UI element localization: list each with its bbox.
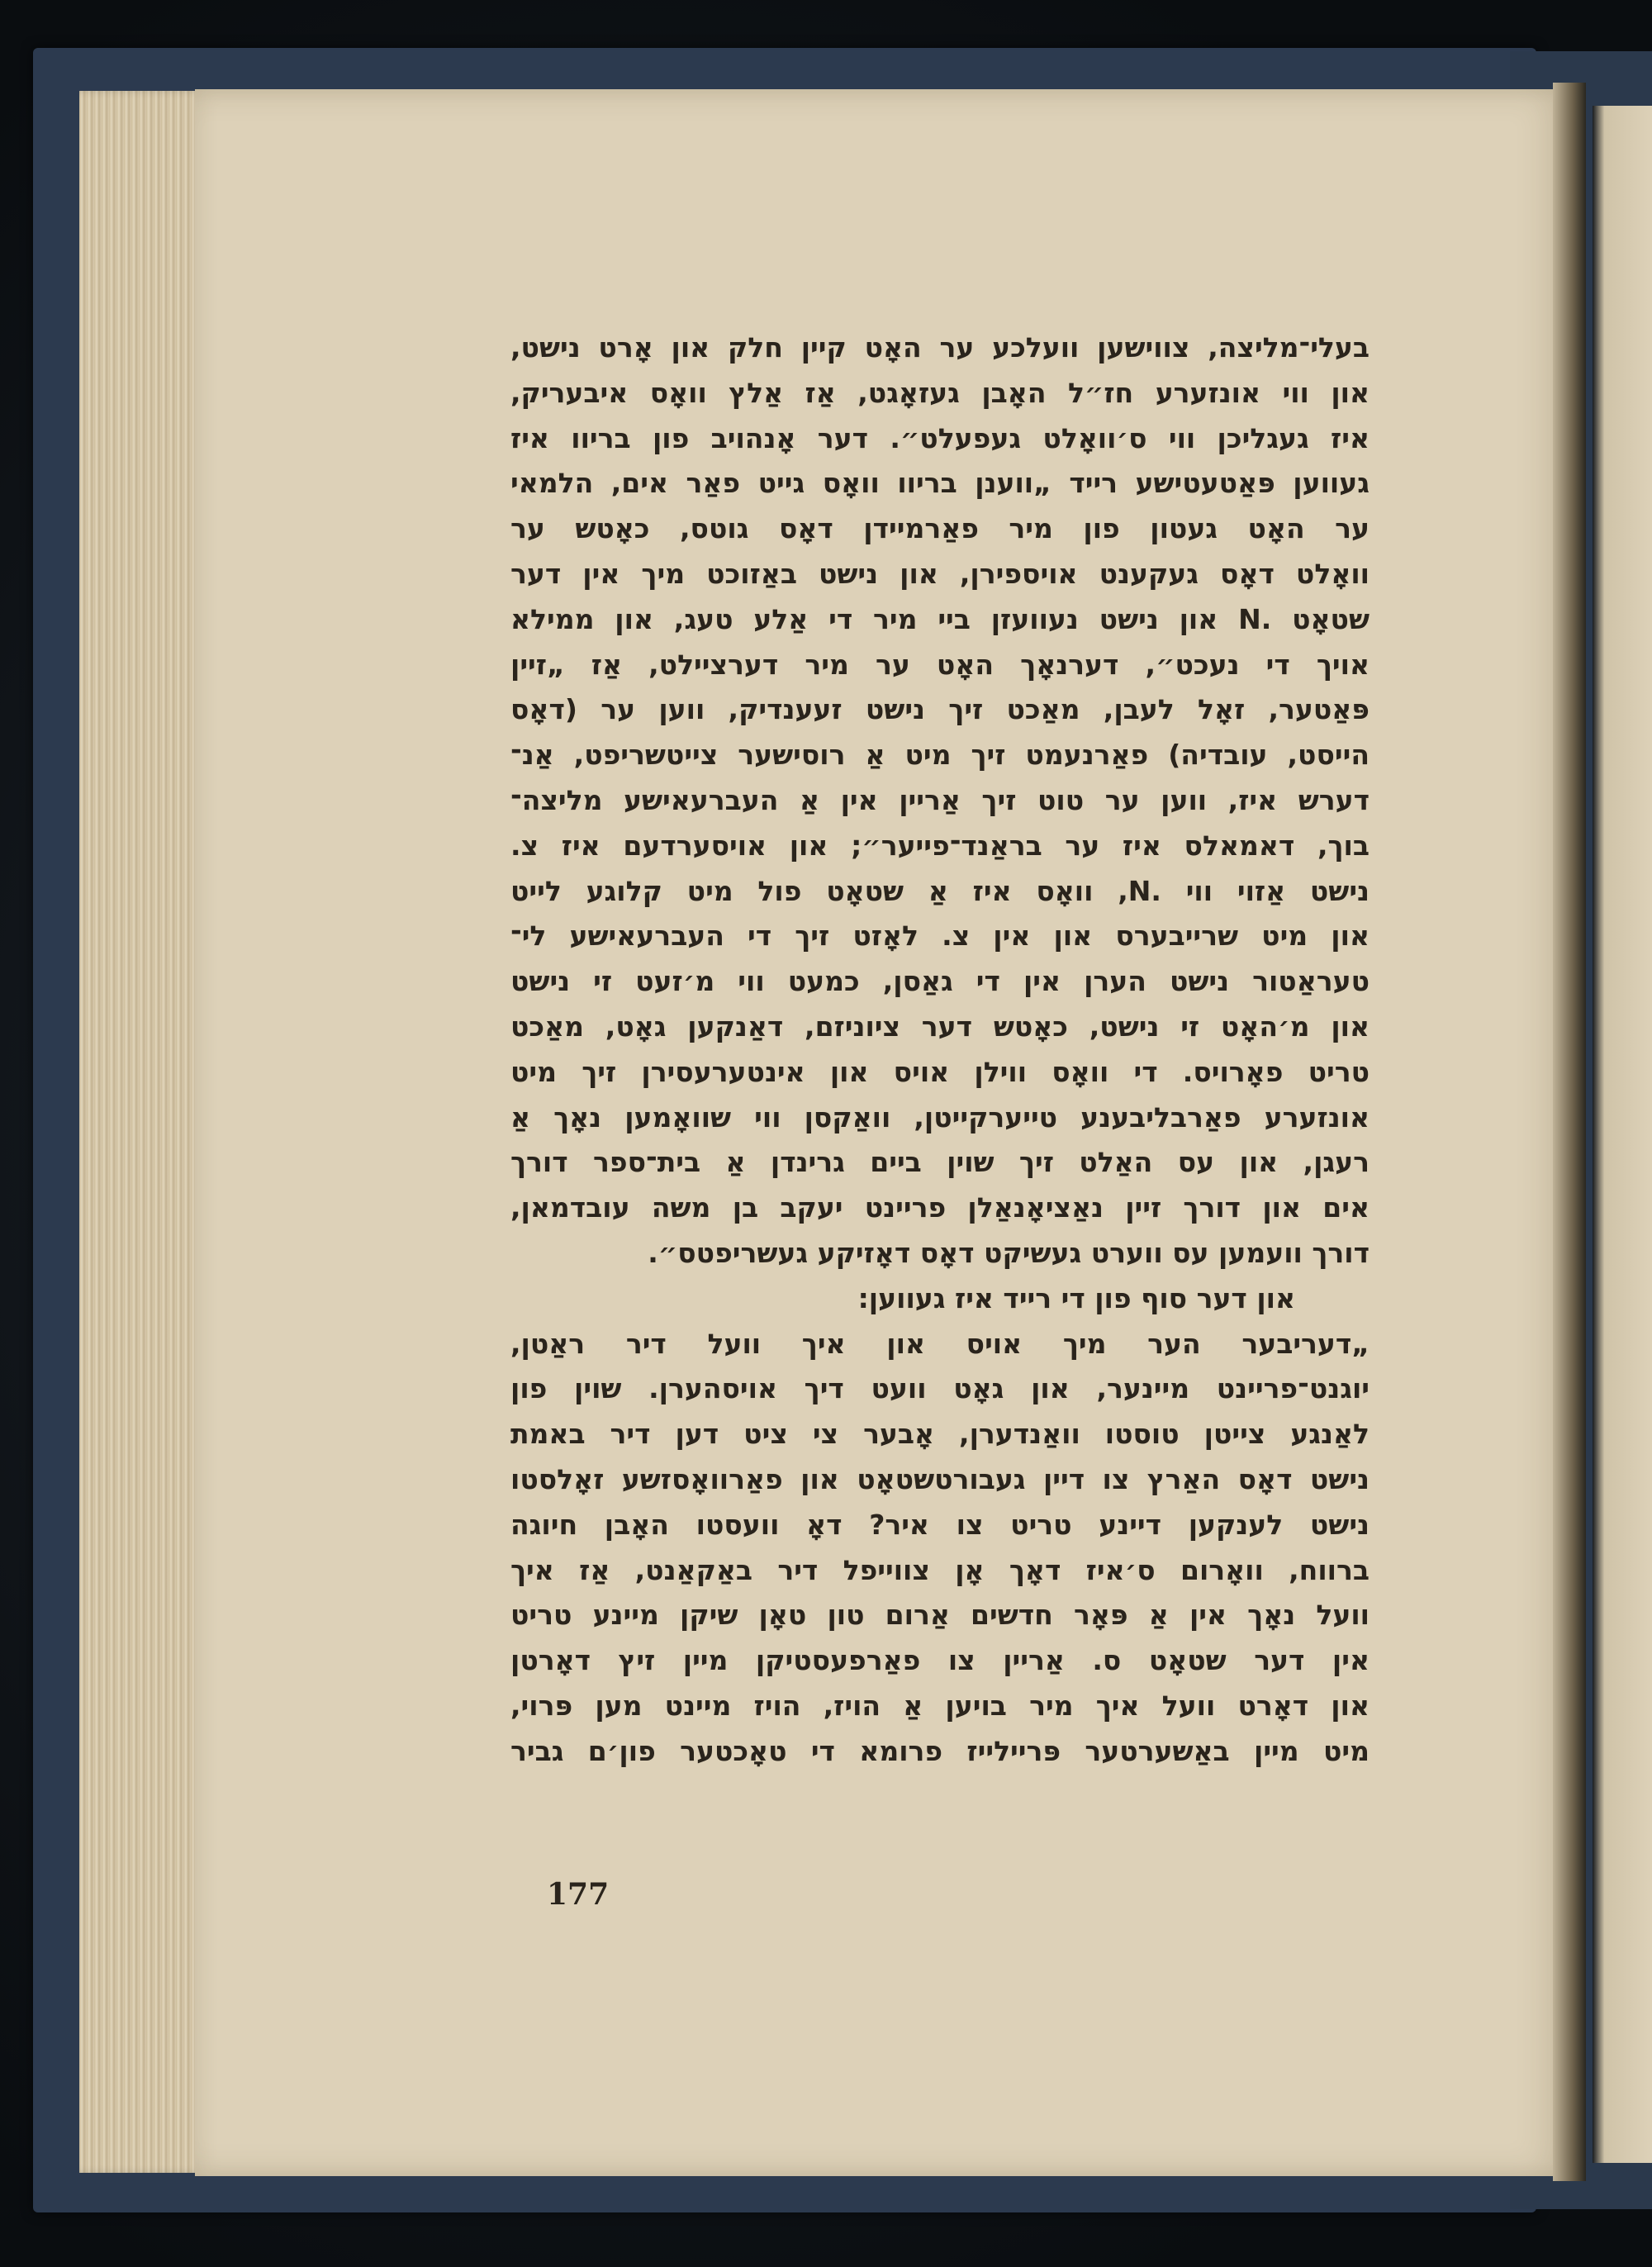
page-text — [510, 326, 1370, 1775]
text-line: הייסט, עובדיה) פאַרנעמט זיך מיט אַ רוסישער צייטשריפט, אַנ־ — [510, 739, 1370, 772]
text-line: מיט מיין באַשערטער פּריילייז פרומא די טאָכטער פון׳ם גביר — [510, 1734, 1370, 1767]
text-line: טריט פאָרויס. די וואָס ווילן אויס און אינטערעסירן זיך מיט — [510, 1055, 1370, 1088]
text-line: ער האָט געטון פון מיר פאַרמיידן דאָס גוטס, כאָטש ער — [510, 512, 1370, 545]
text-line: אונזערע פאַרבליבענע טייערקייטן, וואַקסן ווי שוואָמען נאָך אַ — [510, 1100, 1370, 1134]
text-line: דערש איז, ווען ער טוט זיך אַריין אין אַ העברעאישע מליצה־ — [510, 783, 1370, 816]
text-line: און ווי אונזערע חז״ל האָבן געזאָגט, אַז אַלץ וואָס איבעריק, — [510, 376, 1370, 409]
text-line: און מיט שרייבערס און אין צ. לאָזט זיך די העברעאישע לי־ — [510, 920, 1370, 953]
text-line: „דעריבער הער מיך אויס און איך וועל דיר ראַטן, — [510, 1327, 1370, 1360]
text-line: יוגנט־פריינט מיינער, און גאָט וועט דיך אויסהערן. שוין פון — [510, 1372, 1370, 1405]
page-number: 177 — [547, 1877, 610, 1912]
text-line: און דער סוף פון די רייד איז געווען: — [857, 1281, 1295, 1314]
text-line: אין דער שטאָט ס. אַריין צו פאַרפעסטיקן מיין זיץ דאָרטן — [510, 1644, 1370, 1677]
text-line: לאַנגע צייטן טוסטו וואַנדערן, אָבער צי ציט דען דיר באמת — [510, 1418, 1370, 1451]
text-line: רעגן, און עס האַלט זיך שוין ביים גרינדן אַ בית־ספר דורך — [510, 1146, 1370, 1179]
text-line: ברווח, וואָרום ס׳איז דאָך אָן צווייפל דיר באַקאַנט, אַז איך — [510, 1553, 1370, 1586]
page-edges — [79, 91, 203, 2173]
text-line: דורך וועמען עס ווערט געשיקט דאָס דאָזיקע געשריפטס״. — [648, 1236, 1370, 1269]
text-line: אים און דורך זיין נאַציאָנאַלן פריינט יעקב בן משה עובדמאן, — [510, 1191, 1370, 1224]
facing-page — [1593, 106, 1652, 2163]
text-line: איז געגליכן ווי ס׳וואָלט געפעלט״. דער אָנהויב פון בריוו איז — [510, 421, 1370, 454]
book-gutter — [1553, 83, 1586, 2181]
text-line: און מ׳האָט זי נישט, כאָטש דער ציוניזם, דאַנקען גאָט, מאַכט — [510, 1010, 1370, 1043]
text-line: וועל נאָך אין אַ פּאָר חדשים אַרום טון טאָן שיקן מיינע טריט — [510, 1599, 1370, 1632]
text-line: טעראַטור נישט הערן אין די גאַסן, כמעט ווי מ׳זעט זי נישט — [510, 965, 1370, 998]
text-line: אויך די נעכט״, דערנאָך האָט ער מיר דערציילט, אַז „זיין — [510, 648, 1370, 681]
text-line: בוך, דאמאלס איז ער בראַנד־פייער״; און אויסערדעם איז צ. — [510, 829, 1370, 862]
text-line: וואָלט דאָס געקענט אויספירן, און נישט באַזוכט מיך אין דער — [510, 557, 1370, 590]
text-line: נישט דאָס האַרץ צו דיין געבורטשטאָט און פאַרוואָסזשע זאָלסטו — [510, 1462, 1370, 1495]
text-line: נישט לענקען דיינע טריט צו איר? דאָ וועסטו האָבן חיוגה — [510, 1508, 1370, 1541]
text-line: נישט אַזוי ווי .N, וואָס איז אַ שטאָט פול מיט קלוגע לייט — [510, 874, 1370, 907]
text-line: געווען פּאַטעטישע רייד „ווענן בריוו וואָס גייט פאַר אים, הלמאי — [510, 467, 1370, 500]
text-line: בעלי־מליצה, צווישען וועלכע ער האָט קיין חלק און אָרט נישט, — [510, 331, 1370, 364]
text-line: פּאַטער, זאָל לעבן, מאַכט זיך נישט זעענדיק, ווען ער (דאָס — [510, 693, 1370, 726]
text-line: און דאָרט וועל איך מיר בויען אַ הויז, הויז מיינט מען פּרוי, — [510, 1689, 1370, 1722]
text-line: שטאָט .N און נישט נעוועזן ביי מיר די אַלע טעג, און ממילא — [510, 602, 1370, 635]
